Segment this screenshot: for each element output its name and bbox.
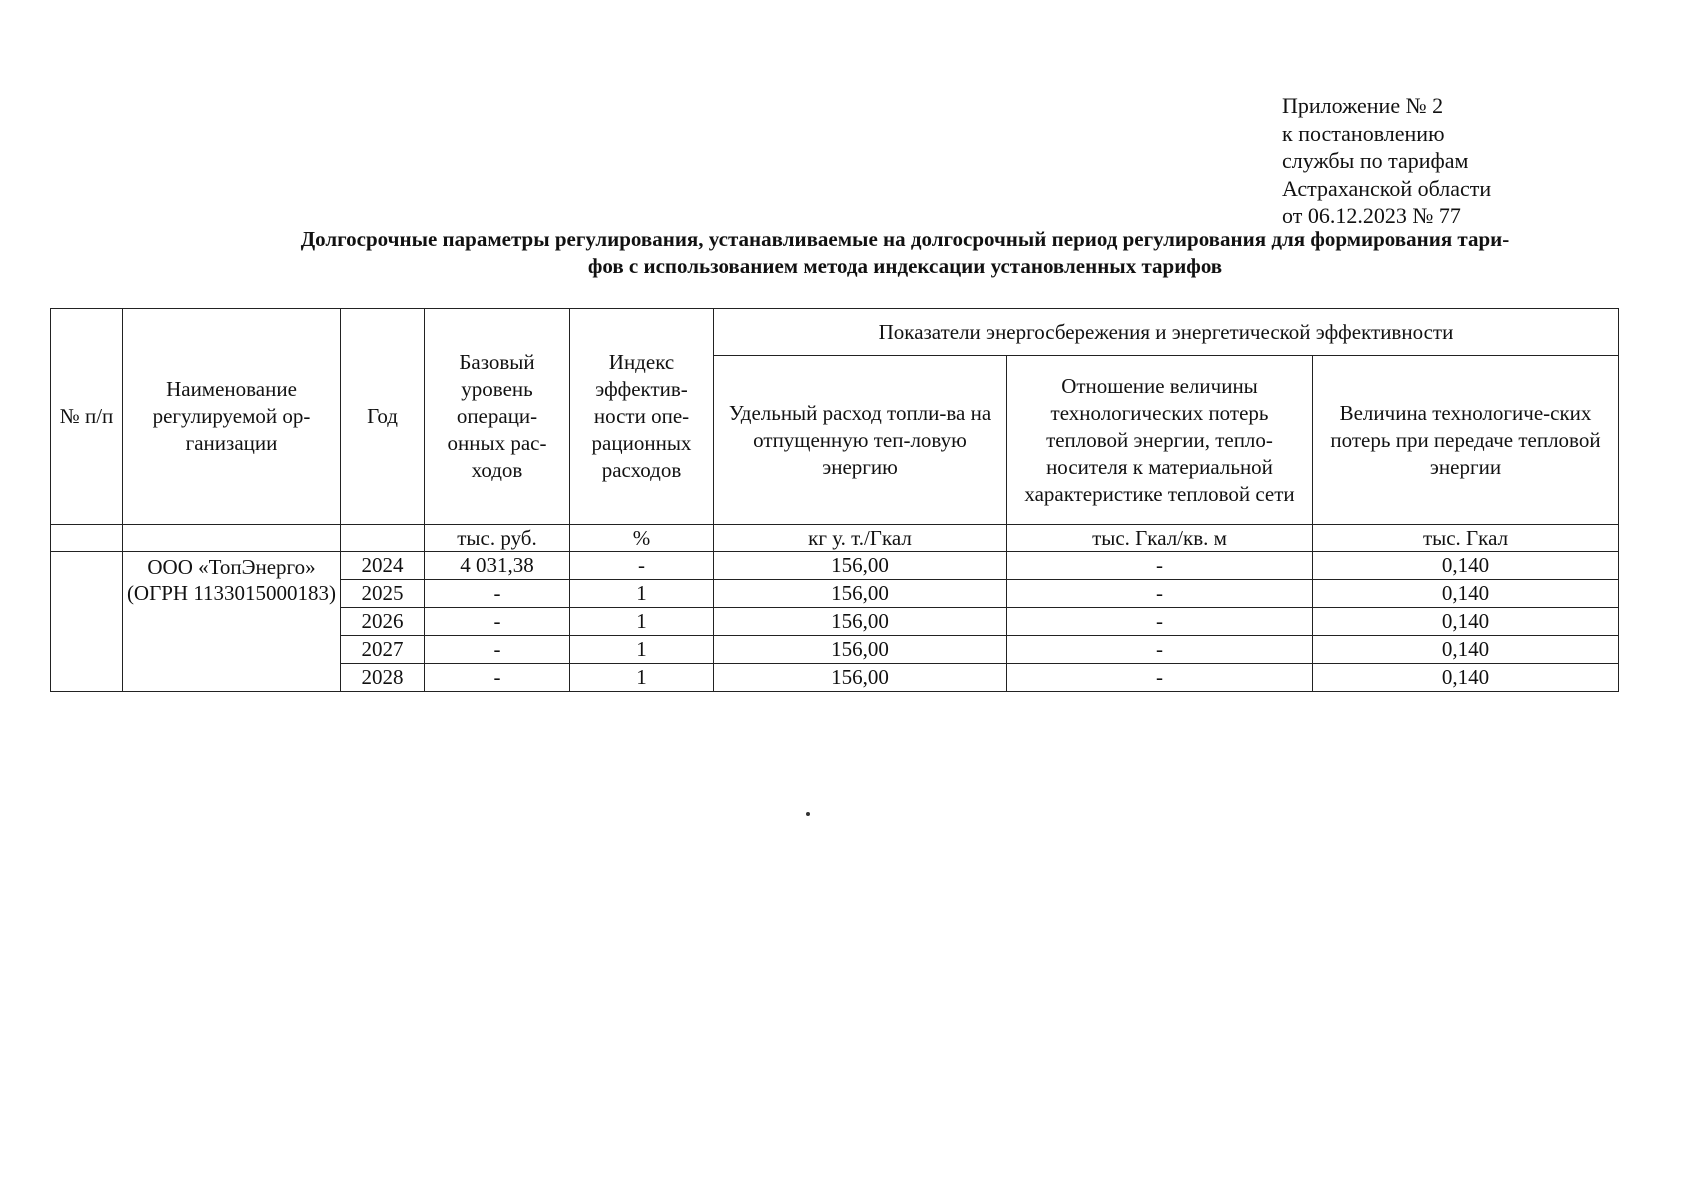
technological-losses-cell: 0,140	[1313, 608, 1619, 636]
unit-organization	[123, 525, 341, 552]
unit-base-level: тыс. руб.	[425, 525, 570, 552]
fuel-consumption-cell: 156,00	[714, 552, 1007, 580]
header-efficiency-index: Индекс эффектив-ности опе-рационных расходов	[570, 309, 714, 525]
unit-fuel-consumption: кг у. т./Гкал	[714, 525, 1007, 552]
appendix-line: Приложение № 2	[1282, 93, 1444, 118]
document-title	[180, 226, 1630, 280]
year-cell: 2024	[341, 552, 425, 580]
base-level-cell: -	[425, 636, 570, 664]
efficiency-index-cell: 1	[570, 580, 714, 608]
header-row	[51, 309, 1619, 356]
appendix-line: Астраханской области	[1282, 175, 1492, 201]
unit-year	[341, 525, 425, 552]
efficiency-index-cell: 1	[570, 664, 714, 692]
unit-efficiency-index: %	[570, 525, 714, 552]
title-line: фов с использованием метода индексации установленных тарифов	[587, 254, 1223, 278]
unit-num	[51, 525, 123, 552]
table-row	[51, 552, 1619, 580]
header-num: № п/п	[51, 309, 123, 525]
title-line: Долгосрочные параметры регулирования, устанавливаемые на долгосрочный период регулирования для формирования тари-	[300, 227, 1510, 251]
row-number-cell	[51, 552, 123, 692]
appendix-line: службы по тарифам	[1282, 148, 1469, 173]
year-cell: 2028	[341, 664, 425, 692]
appendix-line: к постановлению	[1282, 120, 1445, 146]
header-base-level: Базовый уровень операци-онных рас-ходов	[425, 309, 570, 525]
technological-losses-cell: 0,140	[1313, 580, 1619, 608]
technological-losses-cell: 0,140	[1313, 552, 1619, 580]
loss-ratio-cell: -	[1007, 664, 1313, 692]
year-cell: 2026	[341, 608, 425, 636]
technological-losses-cell: 0,140	[1313, 664, 1619, 692]
technological-losses-cell: 0,140	[1313, 636, 1619, 664]
efficiency-index-cell: 1	[570, 608, 714, 636]
unit-technological-losses: тыс. Гкал	[1313, 525, 1619, 552]
header-loss-ratio: Отношение величины технологических потерь тепловой энергии, тепло-носителя к материальной характеристике тепловой сети	[1007, 356, 1313, 525]
loss-ratio-cell: -	[1007, 580, 1313, 608]
base-level-cell: -	[425, 608, 570, 636]
unit-loss-ratio: тыс. Гкал/кв. м	[1007, 525, 1313, 552]
scan-speck	[806, 812, 810, 816]
base-level-cell: -	[425, 580, 570, 608]
appendix-line: от 06.12.2023 № 77	[1282, 203, 1461, 228]
appendix-block	[1282, 92, 1491, 230]
efficiency-index-cell: -	[570, 552, 714, 580]
efficiency-index-cell: 1	[570, 636, 714, 664]
header-energy-group: Показатели энергосбережения и энергетической эффективности	[714, 309, 1619, 356]
base-level-cell: -	[425, 664, 570, 692]
year-cell: 2027	[341, 636, 425, 664]
fuel-consumption-cell: 156,00	[714, 636, 1007, 664]
fuel-consumption-cell: 156,00	[714, 608, 1007, 636]
base-level-cell: 4 031,38	[425, 552, 570, 580]
units-row	[51, 525, 1619, 552]
fuel-consumption-cell: 156,00	[714, 664, 1007, 692]
header-organization: Наименование регулируемой ор-ганизации	[123, 309, 341, 525]
organization-cell: ООО «ТопЭнерго» (ОГРН 1133015000183)	[123, 552, 341, 692]
header-technological-losses: Величина технологиче-ских потерь при передаче тепловой энергии	[1313, 356, 1619, 525]
loss-ratio-cell: -	[1007, 552, 1313, 580]
year-cell: 2025	[341, 580, 425, 608]
loss-ratio-cell: -	[1007, 636, 1313, 664]
fuel-consumption-cell: 156,00	[714, 580, 1007, 608]
header-year: Год	[341, 309, 425, 525]
parameters-table	[50, 308, 1619, 692]
header-fuel-consumption: Удельный расход топли-ва на отпущенную теп-ловую энергию	[714, 356, 1007, 525]
loss-ratio-cell: -	[1007, 608, 1313, 636]
